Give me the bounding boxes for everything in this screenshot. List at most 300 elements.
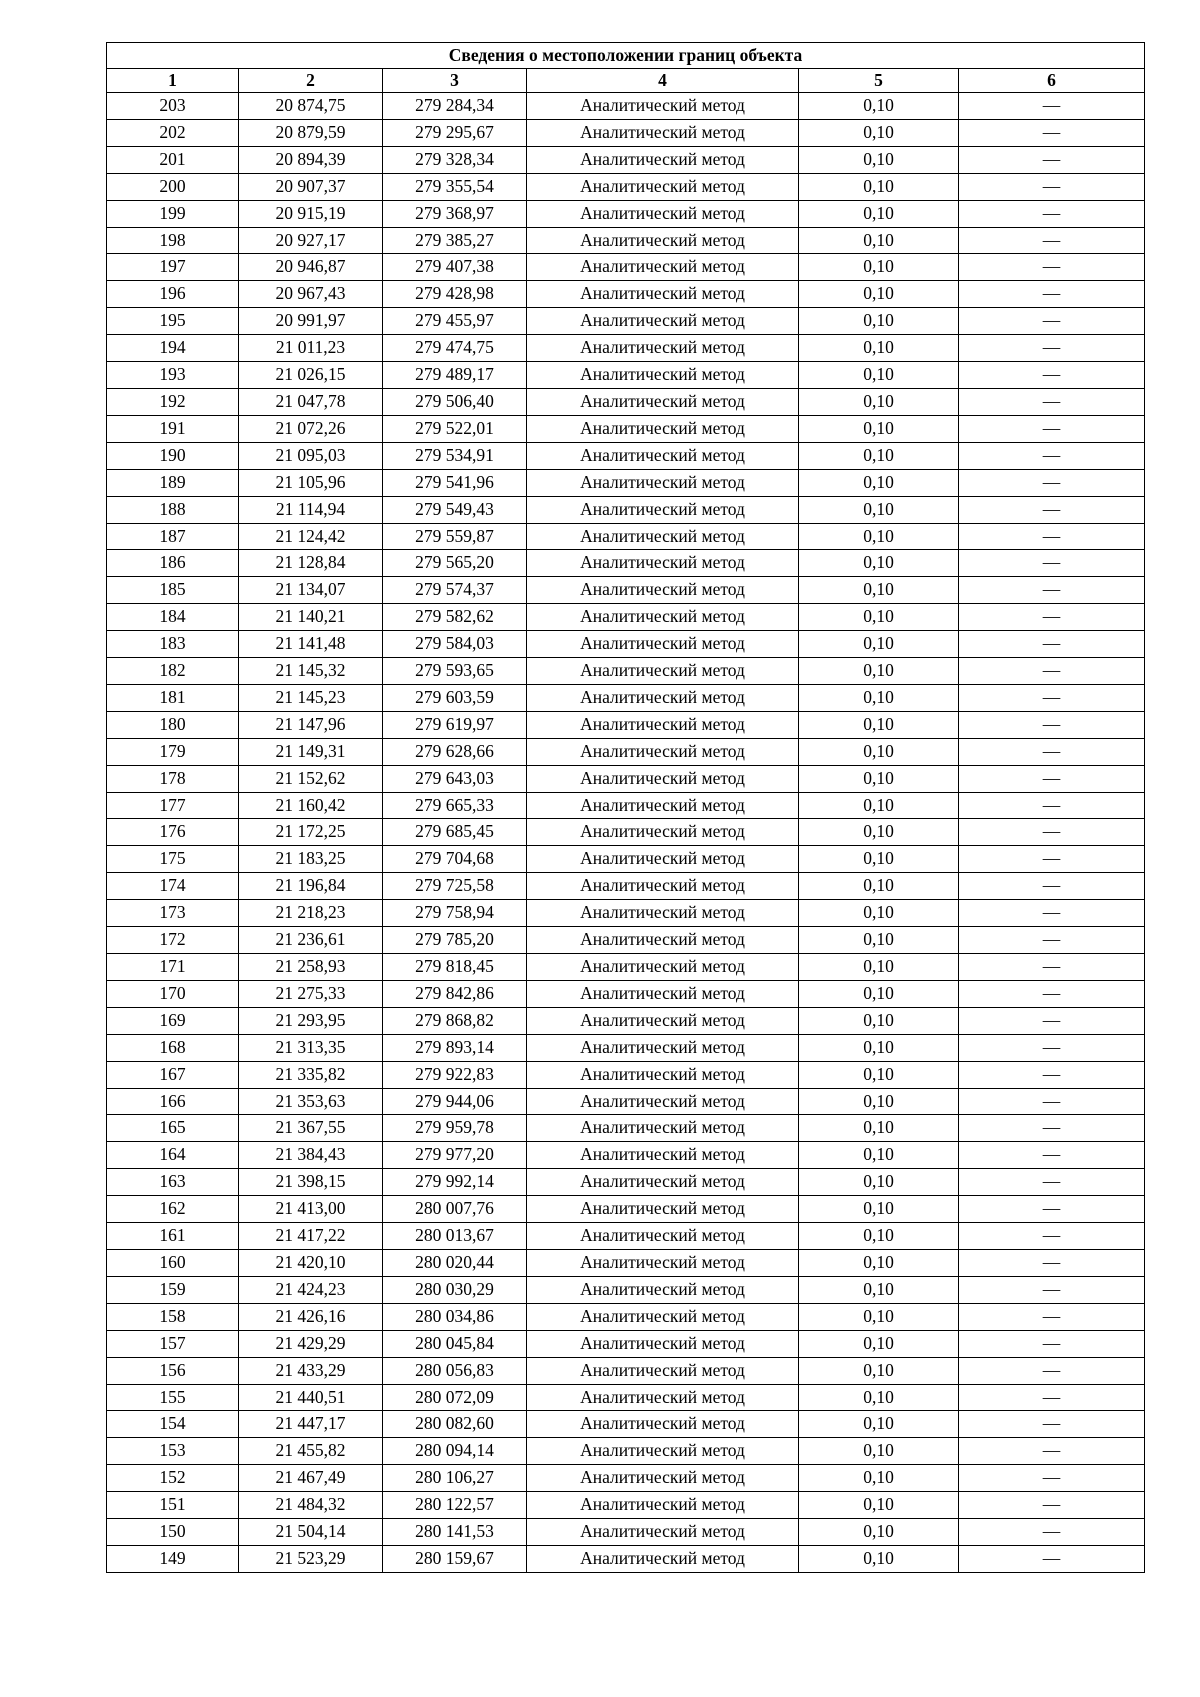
- table-row: [107, 1519, 1145, 1546]
- point-number-cell: 195: [107, 308, 239, 335]
- note-cell: —: [959, 1357, 1145, 1384]
- y-coordinate-cell: 280 094,14: [383, 1438, 527, 1465]
- note-cell: —: [959, 1088, 1145, 1115]
- accuracy-cell: 0,10: [799, 1115, 959, 1142]
- table-row: [107, 873, 1145, 900]
- method-cell: Аналитический метод: [527, 1249, 799, 1276]
- accuracy-cell: 0,10: [799, 1545, 959, 1572]
- accuracy-cell: 0,10: [799, 173, 959, 200]
- x-coordinate-cell: 20 915,19: [239, 200, 383, 227]
- accuracy-cell: 0,10: [799, 658, 959, 685]
- note-cell: —: [959, 362, 1145, 389]
- method-cell: Аналитический метод: [527, 846, 799, 873]
- note-cell: —: [959, 577, 1145, 604]
- y-coordinate-cell: 279 428,98: [383, 281, 527, 308]
- table-row: [107, 954, 1145, 981]
- x-coordinate-cell: 21 424,23: [239, 1276, 383, 1303]
- method-cell: Аналитический метод: [527, 335, 799, 362]
- table-row: [107, 415, 1145, 442]
- method-cell: Аналитический метод: [527, 93, 799, 120]
- method-cell: Аналитический метод: [527, 1142, 799, 1169]
- table-row: [107, 1411, 1145, 1438]
- note-cell: —: [959, 765, 1145, 792]
- note-cell: —: [959, 308, 1145, 335]
- table-caption: Сведения о местоположении границ объекта: [107, 43, 1145, 69]
- column-header-4: 4: [527, 69, 799, 93]
- accuracy-cell: 0,10: [799, 1303, 959, 1330]
- y-coordinate-cell: 279 574,37: [383, 577, 527, 604]
- y-coordinate-cell: 279 534,91: [383, 442, 527, 469]
- point-number-cell: 176: [107, 819, 239, 846]
- point-number-cell: 166: [107, 1088, 239, 1115]
- y-coordinate-cell: 279 541,96: [383, 469, 527, 496]
- y-coordinate-cell: 279 368,97: [383, 200, 527, 227]
- accuracy-cell: 0,10: [799, 1492, 959, 1519]
- method-cell: Аналитический метод: [527, 550, 799, 577]
- note-cell: —: [959, 1223, 1145, 1250]
- accuracy-cell: 0,10: [799, 927, 959, 954]
- accuracy-cell: 0,10: [799, 254, 959, 281]
- note-cell: —: [959, 93, 1145, 120]
- note-cell: —: [959, 792, 1145, 819]
- x-coordinate-cell: 21 140,21: [239, 604, 383, 631]
- y-coordinate-cell: 279 685,45: [383, 819, 527, 846]
- y-coordinate-cell: 279 893,14: [383, 1034, 527, 1061]
- y-coordinate-cell: 279 619,97: [383, 711, 527, 738]
- point-number-cell: 164: [107, 1142, 239, 1169]
- method-cell: Аналитический метод: [527, 200, 799, 227]
- point-number-cell: 177: [107, 792, 239, 819]
- x-coordinate-cell: 21 367,55: [239, 1115, 383, 1142]
- note-cell: —: [959, 954, 1145, 981]
- note-cell: —: [959, 227, 1145, 254]
- y-coordinate-cell: 279 785,20: [383, 927, 527, 954]
- accuracy-cell: 0,10: [799, 415, 959, 442]
- table-row: [107, 1492, 1145, 1519]
- point-number-cell: 168: [107, 1034, 239, 1061]
- note-cell: —: [959, 1061, 1145, 1088]
- note-cell: —: [959, 927, 1145, 954]
- note-cell: —: [959, 873, 1145, 900]
- y-coordinate-cell: 279 593,65: [383, 658, 527, 685]
- method-cell: Аналитический метод: [527, 1196, 799, 1223]
- point-number-cell: 171: [107, 954, 239, 981]
- x-coordinate-cell: 21 447,17: [239, 1411, 383, 1438]
- method-cell: Аналитический метод: [527, 1223, 799, 1250]
- x-coordinate-cell: 20 927,17: [239, 227, 383, 254]
- y-coordinate-cell: 279 665,33: [383, 792, 527, 819]
- method-cell: Аналитический метод: [527, 792, 799, 819]
- x-coordinate-cell: 21 293,95: [239, 1007, 383, 1034]
- method-cell: Аналитический метод: [527, 308, 799, 335]
- note-cell: —: [959, 684, 1145, 711]
- accuracy-cell: 0,10: [799, 308, 959, 335]
- method-cell: Аналитический метод: [527, 119, 799, 146]
- accuracy-cell: 0,10: [799, 523, 959, 550]
- x-coordinate-cell: 21 313,35: [239, 1034, 383, 1061]
- table-row: [107, 658, 1145, 685]
- note-cell: —: [959, 415, 1145, 442]
- point-number-cell: 178: [107, 765, 239, 792]
- y-coordinate-cell: 279 489,17: [383, 362, 527, 389]
- x-coordinate-cell: 21 455,82: [239, 1438, 383, 1465]
- method-cell: Аналитический метод: [527, 954, 799, 981]
- method-cell: Аналитический метод: [527, 1276, 799, 1303]
- x-coordinate-cell: 20 967,43: [239, 281, 383, 308]
- y-coordinate-cell: 280 141,53: [383, 1519, 527, 1546]
- y-coordinate-cell: 280 034,86: [383, 1303, 527, 1330]
- x-coordinate-cell: 21 095,03: [239, 442, 383, 469]
- point-number-cell: 149: [107, 1545, 239, 1572]
- point-number-cell: 167: [107, 1061, 239, 1088]
- method-cell: Аналитический метод: [527, 469, 799, 496]
- method-cell: Аналитический метод: [527, 227, 799, 254]
- accuracy-cell: 0,10: [799, 900, 959, 927]
- accuracy-cell: 0,10: [799, 792, 959, 819]
- table-row: [107, 1223, 1145, 1250]
- point-number-cell: 174: [107, 873, 239, 900]
- point-number-cell: 193: [107, 362, 239, 389]
- accuracy-cell: 0,10: [799, 1196, 959, 1223]
- note-cell: —: [959, 496, 1145, 523]
- y-coordinate-cell: 280 020,44: [383, 1249, 527, 1276]
- note-cell: —: [959, 1303, 1145, 1330]
- table-row: [107, 1142, 1145, 1169]
- method-cell: Аналитический метод: [527, 738, 799, 765]
- x-coordinate-cell: 20 946,87: [239, 254, 383, 281]
- x-coordinate-cell: 21 196,84: [239, 873, 383, 900]
- y-coordinate-cell: 279 628,66: [383, 738, 527, 765]
- table-body: [107, 93, 1145, 1573]
- y-coordinate-cell: 279 944,06: [383, 1088, 527, 1115]
- table-row: [107, 711, 1145, 738]
- accuracy-cell: 0,10: [799, 1411, 959, 1438]
- table-row: [107, 362, 1145, 389]
- y-coordinate-cell: 280 072,09: [383, 1384, 527, 1411]
- method-cell: Аналитический метод: [527, 1061, 799, 1088]
- method-cell: Аналитический метод: [527, 1007, 799, 1034]
- accuracy-cell: 0,10: [799, 469, 959, 496]
- note-cell: —: [959, 1384, 1145, 1411]
- point-number-cell: 196: [107, 281, 239, 308]
- method-cell: Аналитический метод: [527, 1465, 799, 1492]
- point-number-cell: 157: [107, 1330, 239, 1357]
- accuracy-cell: 0,10: [799, 631, 959, 658]
- x-coordinate-cell: 21 011,23: [239, 335, 383, 362]
- y-coordinate-cell: 279 565,20: [383, 550, 527, 577]
- table-row: [107, 281, 1145, 308]
- note-cell: —: [959, 658, 1145, 685]
- method-cell: Аналитический метод: [527, 577, 799, 604]
- y-coordinate-cell: 279 284,34: [383, 93, 527, 120]
- y-coordinate-cell: 280 045,84: [383, 1330, 527, 1357]
- note-cell: —: [959, 173, 1145, 200]
- y-coordinate-cell: 279 559,87: [383, 523, 527, 550]
- accuracy-cell: 0,10: [799, 146, 959, 173]
- x-coordinate-cell: 21 114,94: [239, 496, 383, 523]
- x-coordinate-cell: 21 236,61: [239, 927, 383, 954]
- y-coordinate-cell: 279 922,83: [383, 1061, 527, 1088]
- caption-row: [107, 43, 1145, 69]
- point-number-cell: 181: [107, 684, 239, 711]
- note-cell: —: [959, 711, 1145, 738]
- method-cell: Аналитический метод: [527, 362, 799, 389]
- method-cell: Аналитический метод: [527, 1088, 799, 1115]
- table-row: [107, 1115, 1145, 1142]
- point-number-cell: 161: [107, 1223, 239, 1250]
- y-coordinate-cell: 279 295,67: [383, 119, 527, 146]
- method-cell: Аналитический метод: [527, 980, 799, 1007]
- x-coordinate-cell: 21 440,51: [239, 1384, 383, 1411]
- y-coordinate-cell: 279 455,97: [383, 308, 527, 335]
- note-cell: —: [959, 1169, 1145, 1196]
- accuracy-cell: 0,10: [799, 846, 959, 873]
- x-coordinate-cell: 21 523,29: [239, 1545, 383, 1572]
- x-coordinate-cell: 21 484,32: [239, 1492, 383, 1519]
- y-coordinate-cell: 280 013,67: [383, 1223, 527, 1250]
- point-number-cell: 172: [107, 927, 239, 954]
- accuracy-cell: 0,10: [799, 1061, 959, 1088]
- table-row: [107, 200, 1145, 227]
- accuracy-cell: 0,10: [799, 819, 959, 846]
- table-row: [107, 738, 1145, 765]
- point-number-cell: 202: [107, 119, 239, 146]
- note-cell: —: [959, 469, 1145, 496]
- accuracy-cell: 0,10: [799, 496, 959, 523]
- column-header-5: 5: [799, 69, 959, 93]
- note-cell: —: [959, 550, 1145, 577]
- x-coordinate-cell: 21 398,15: [239, 1169, 383, 1196]
- y-coordinate-cell: 279 582,62: [383, 604, 527, 631]
- note-cell: —: [959, 604, 1145, 631]
- x-coordinate-cell: 21 504,14: [239, 1519, 383, 1546]
- x-coordinate-cell: 20 907,37: [239, 173, 383, 200]
- point-number-cell: 191: [107, 415, 239, 442]
- point-number-cell: 160: [107, 1249, 239, 1276]
- point-number-cell: 188: [107, 496, 239, 523]
- table-header: [107, 43, 1145, 93]
- table-row: [107, 1034, 1145, 1061]
- accuracy-cell: 0,10: [799, 362, 959, 389]
- x-coordinate-cell: 21 134,07: [239, 577, 383, 604]
- table-row: [107, 1196, 1145, 1223]
- note-cell: —: [959, 335, 1145, 362]
- point-number-cell: 170: [107, 980, 239, 1007]
- accuracy-cell: 0,10: [799, 1330, 959, 1357]
- method-cell: Аналитический метод: [527, 873, 799, 900]
- y-coordinate-cell: 279 584,03: [383, 631, 527, 658]
- accuracy-cell: 0,10: [799, 577, 959, 604]
- point-number-cell: 158: [107, 1303, 239, 1330]
- x-coordinate-cell: 21 353,63: [239, 1088, 383, 1115]
- y-coordinate-cell: 280 106,27: [383, 1465, 527, 1492]
- y-coordinate-cell: 279 704,68: [383, 846, 527, 873]
- table-row: [107, 577, 1145, 604]
- note-cell: —: [959, 1034, 1145, 1061]
- x-coordinate-cell: 21 145,32: [239, 658, 383, 685]
- x-coordinate-cell: 21 105,96: [239, 469, 383, 496]
- x-coordinate-cell: 21 433,29: [239, 1357, 383, 1384]
- method-cell: Аналитический метод: [527, 388, 799, 415]
- method-cell: Аналитический метод: [527, 1303, 799, 1330]
- accuracy-cell: 0,10: [799, 93, 959, 120]
- method-cell: Аналитический метод: [527, 1330, 799, 1357]
- boundary-table: [106, 42, 1145, 1573]
- y-coordinate-cell: 279 992,14: [383, 1169, 527, 1196]
- point-number-cell: 189: [107, 469, 239, 496]
- point-number-cell: 154: [107, 1411, 239, 1438]
- table-row: [107, 469, 1145, 496]
- method-cell: Аналитический метод: [527, 1034, 799, 1061]
- y-coordinate-cell: 279 328,34: [383, 146, 527, 173]
- method-cell: Аналитический метод: [527, 442, 799, 469]
- table-row: [107, 173, 1145, 200]
- x-coordinate-cell: 21 183,25: [239, 846, 383, 873]
- note-cell: —: [959, 738, 1145, 765]
- table-row: [107, 1357, 1145, 1384]
- table-row: [107, 1276, 1145, 1303]
- point-number-cell: 153: [107, 1438, 239, 1465]
- y-coordinate-cell: 280 082,60: [383, 1411, 527, 1438]
- table-row: [107, 631, 1145, 658]
- column-header-3: 3: [383, 69, 527, 93]
- note-cell: —: [959, 900, 1145, 927]
- accuracy-cell: 0,10: [799, 1249, 959, 1276]
- point-number-cell: 159: [107, 1276, 239, 1303]
- method-cell: Аналитический метод: [527, 1357, 799, 1384]
- x-coordinate-cell: 21 147,96: [239, 711, 383, 738]
- table-row: [107, 980, 1145, 1007]
- point-number-cell: 182: [107, 658, 239, 685]
- x-coordinate-cell: 21 072,26: [239, 415, 383, 442]
- x-coordinate-cell: 20 879,59: [239, 119, 383, 146]
- method-cell: Аналитический метод: [527, 1519, 799, 1546]
- accuracy-cell: 0,10: [799, 388, 959, 415]
- table-row: [107, 388, 1145, 415]
- point-number-cell: 183: [107, 631, 239, 658]
- point-number-cell: 186: [107, 550, 239, 577]
- note-cell: —: [959, 523, 1145, 550]
- method-cell: Аналитический метод: [527, 496, 799, 523]
- table-row: [107, 1249, 1145, 1276]
- point-number-cell: 200: [107, 173, 239, 200]
- x-coordinate-cell: 21 047,78: [239, 388, 383, 415]
- note-cell: —: [959, 1492, 1145, 1519]
- table-row: [107, 335, 1145, 362]
- x-coordinate-cell: 20 991,97: [239, 308, 383, 335]
- accuracy-cell: 0,10: [799, 281, 959, 308]
- accuracy-cell: 0,10: [799, 1034, 959, 1061]
- y-coordinate-cell: 279 407,38: [383, 254, 527, 281]
- note-cell: —: [959, 442, 1145, 469]
- y-coordinate-cell: 279 959,78: [383, 1115, 527, 1142]
- point-number-cell: 169: [107, 1007, 239, 1034]
- note-cell: —: [959, 846, 1145, 873]
- column-header-2: 2: [239, 69, 383, 93]
- table-row: [107, 900, 1145, 927]
- accuracy-cell: 0,10: [799, 335, 959, 362]
- table-row: [107, 254, 1145, 281]
- x-coordinate-cell: 21 218,23: [239, 900, 383, 927]
- y-coordinate-cell: 279 842,86: [383, 980, 527, 1007]
- y-coordinate-cell: 279 506,40: [383, 388, 527, 415]
- y-coordinate-cell: 280 159,67: [383, 1545, 527, 1572]
- y-coordinate-cell: 279 818,45: [383, 954, 527, 981]
- method-cell: Аналитический метод: [527, 254, 799, 281]
- document-page: [106, 42, 1144, 1573]
- note-cell: —: [959, 1196, 1145, 1223]
- accuracy-cell: 0,10: [799, 200, 959, 227]
- y-coordinate-cell: 279 977,20: [383, 1142, 527, 1169]
- note-cell: —: [959, 1519, 1145, 1546]
- method-cell: Аналитический метод: [527, 1169, 799, 1196]
- accuracy-cell: 0,10: [799, 1169, 959, 1196]
- point-number-cell: 151: [107, 1492, 239, 1519]
- note-cell: —: [959, 1249, 1145, 1276]
- table-row: [107, 496, 1145, 523]
- x-coordinate-cell: 21 152,62: [239, 765, 383, 792]
- method-cell: Аналитический метод: [527, 765, 799, 792]
- note-cell: —: [959, 1115, 1145, 1142]
- x-coordinate-cell: 21 258,93: [239, 954, 383, 981]
- table-row: [107, 146, 1145, 173]
- x-coordinate-cell: 21 384,43: [239, 1142, 383, 1169]
- note-cell: —: [959, 631, 1145, 658]
- y-coordinate-cell: 279 868,82: [383, 1007, 527, 1034]
- method-cell: Аналитический метод: [527, 1115, 799, 1142]
- point-number-cell: 197: [107, 254, 239, 281]
- note-cell: —: [959, 1438, 1145, 1465]
- x-coordinate-cell: 21 429,29: [239, 1330, 383, 1357]
- method-cell: Аналитический метод: [527, 819, 799, 846]
- accuracy-cell: 0,10: [799, 1007, 959, 1034]
- accuracy-cell: 0,10: [799, 550, 959, 577]
- note-cell: —: [959, 1411, 1145, 1438]
- table-row: [107, 523, 1145, 550]
- x-coordinate-cell: 21 172,25: [239, 819, 383, 846]
- point-number-cell: 190: [107, 442, 239, 469]
- x-coordinate-cell: 21 335,82: [239, 1061, 383, 1088]
- accuracy-cell: 0,10: [799, 1088, 959, 1115]
- y-coordinate-cell: 279 603,59: [383, 684, 527, 711]
- point-number-cell: 179: [107, 738, 239, 765]
- x-coordinate-cell: 21 467,49: [239, 1465, 383, 1492]
- x-coordinate-cell: 21 275,33: [239, 980, 383, 1007]
- point-number-cell: 162: [107, 1196, 239, 1223]
- table-row: [107, 1061, 1145, 1088]
- accuracy-cell: 0,10: [799, 1465, 959, 1492]
- table-row: [107, 1169, 1145, 1196]
- point-number-cell: 165: [107, 1115, 239, 1142]
- accuracy-cell: 0,10: [799, 873, 959, 900]
- table-row: [107, 442, 1145, 469]
- note-cell: —: [959, 1330, 1145, 1357]
- note-cell: —: [959, 281, 1145, 308]
- point-number-cell: 198: [107, 227, 239, 254]
- note-cell: —: [959, 146, 1145, 173]
- table-row: [107, 1438, 1145, 1465]
- y-coordinate-cell: 280 030,29: [383, 1276, 527, 1303]
- method-cell: Аналитический метод: [527, 684, 799, 711]
- method-cell: Аналитический метод: [527, 173, 799, 200]
- method-cell: Аналитический метод: [527, 281, 799, 308]
- y-coordinate-cell: 279 355,54: [383, 173, 527, 200]
- table-row: [107, 927, 1145, 954]
- table-row: [107, 550, 1145, 577]
- method-cell: Аналитический метод: [527, 1492, 799, 1519]
- x-coordinate-cell: 21 145,23: [239, 684, 383, 711]
- method-cell: Аналитический метод: [527, 415, 799, 442]
